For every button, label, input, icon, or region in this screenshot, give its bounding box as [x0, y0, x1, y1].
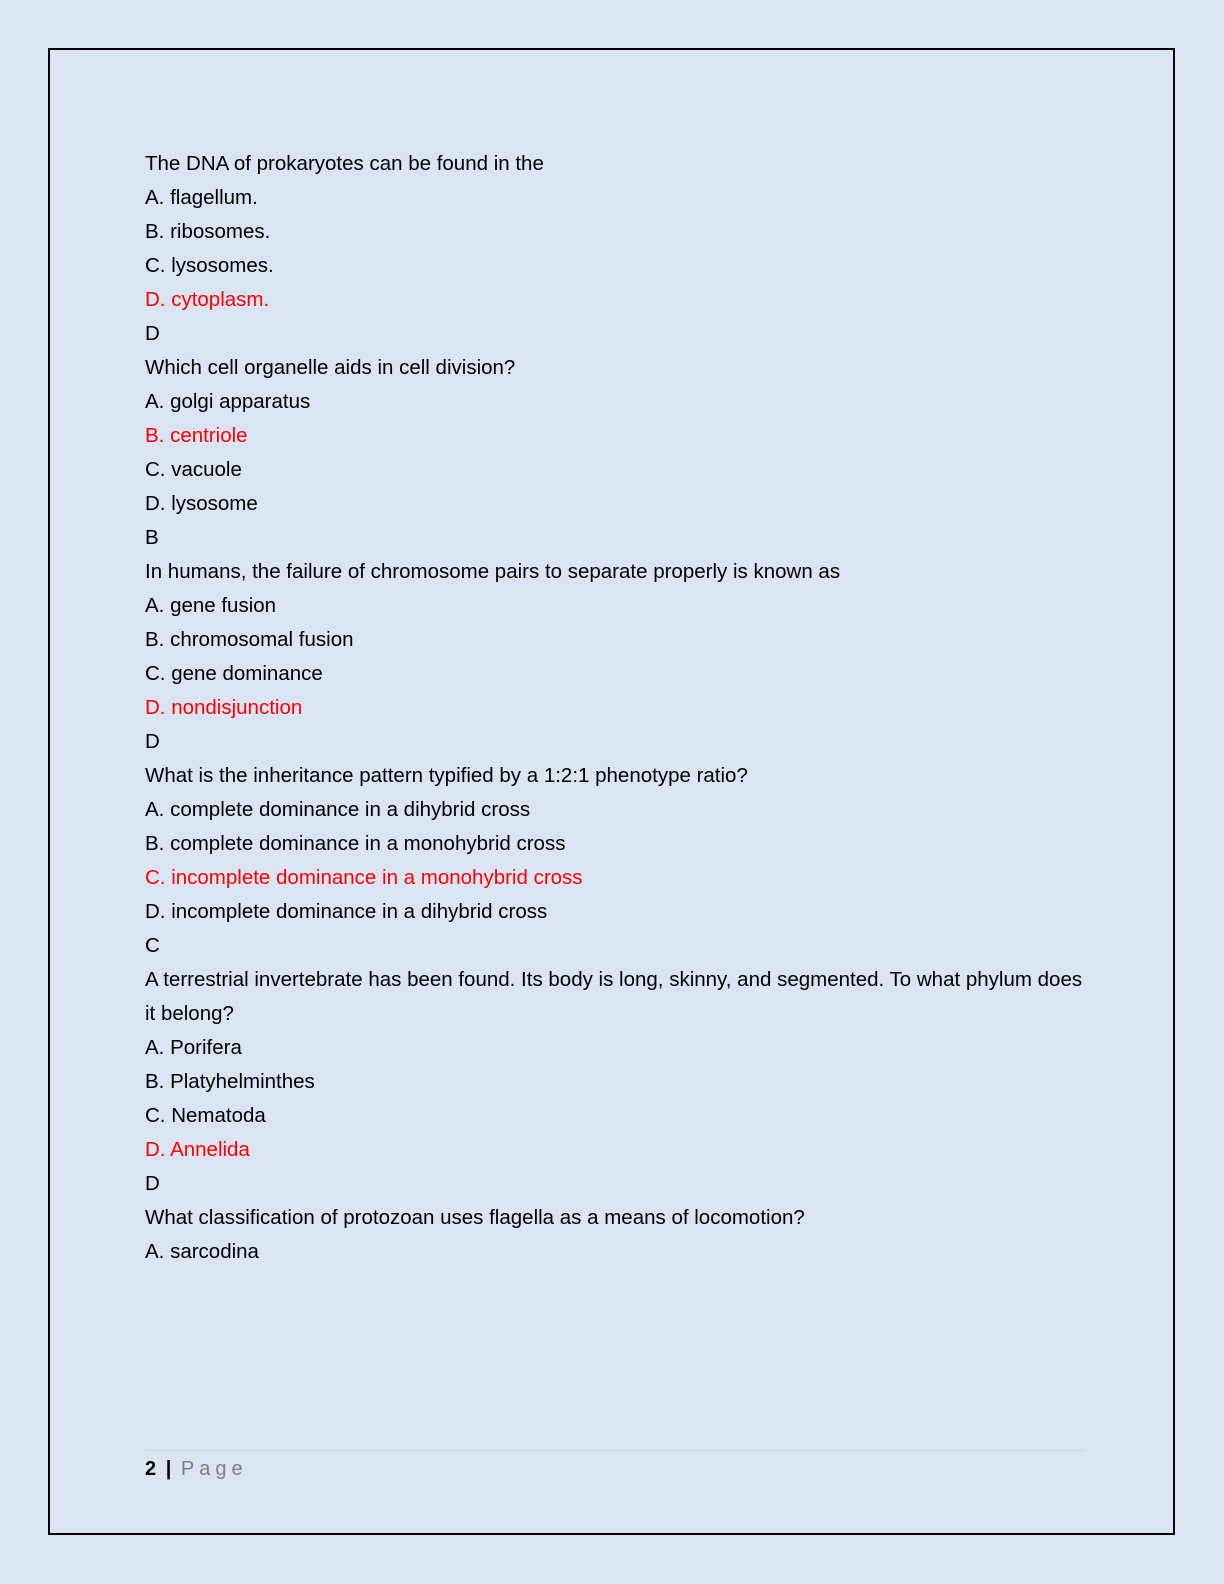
answer-key: D	[145, 322, 160, 345]
answer-key: D	[145, 1172, 160, 1195]
page-number: 2	[145, 1458, 157, 1480]
answer-option: A. sarcodina	[145, 1240, 259, 1263]
question-stem: What classification of protozoan uses flagella as a means of locomotion?	[145, 1206, 805, 1229]
question-stem: Which cell organelle aids in cell division?	[145, 356, 516, 379]
answer-key: B	[145, 526, 159, 549]
answer-option: B. ribosomes.	[145, 220, 271, 243]
answer-option-correct: C. incomplete dominance in a monohybrid cross	[145, 866, 583, 889]
answer-option: C. Nematoda	[145, 1104, 266, 1127]
answer-option-correct: D. nondisjunction	[145, 696, 303, 719]
question-stem: What is the inheritance pattern typified by a 1:2:1 phenotype ratio?	[145, 764, 748, 787]
answer-option: D. lysosome	[145, 492, 258, 515]
question-stem: A terrestrial invertebrate has been found. Its body is long, skinny, and segmented. To what phylum does it belong?	[145, 968, 1083, 1025]
page-separator: |	[165, 1458, 172, 1480]
answer-option: B. complete dominance in a monohybrid cross	[145, 832, 566, 855]
answer-option: A. golgi apparatus	[145, 390, 311, 413]
question-stem: In humans, the failure of chromosome pairs to separate properly is known as	[145, 560, 841, 583]
answer-option: C. lysosomes.	[145, 254, 274, 277]
answer-option: C. vacuole	[145, 458, 242, 481]
answer-option: B. Platyhelminthes	[145, 1070, 315, 1093]
question-block	[145, 759, 1085, 929]
answer-option: A. flagellum.	[145, 186, 258, 209]
question-block	[145, 147, 1085, 317]
question-block	[145, 1201, 1085, 1269]
answer-option: A. complete dominance in a dihybrid cross	[145, 798, 531, 821]
footer-divider	[145, 1450, 1085, 1451]
question-block	[145, 555, 1085, 725]
answer-option-correct: D. Annelida	[145, 1138, 250, 1161]
answer-option: D. incomplete dominance in a dihybrid cross	[145, 900, 548, 923]
question-block	[145, 963, 1085, 1167]
answer-option: A. gene fusion	[145, 594, 277, 617]
question-block	[145, 351, 1085, 521]
answer-option: C. gene dominance	[145, 662, 323, 685]
document-body	[145, 147, 1085, 1269]
answer-option-correct: D. cytoplasm.	[145, 288, 270, 311]
answer-key: D	[145, 730, 160, 753]
page-footer	[145, 1452, 248, 1486]
answer-option: A. Porifera	[145, 1036, 242, 1059]
question-stem: The DNA of prokaryotes can be found in the	[145, 152, 544, 175]
page-label: Page	[180, 1458, 248, 1480]
answer-key: C	[145, 934, 160, 957]
answer-option-correct: B. centriole	[145, 424, 248, 447]
answer-option: B. chromosomal fusion	[145, 628, 354, 651]
